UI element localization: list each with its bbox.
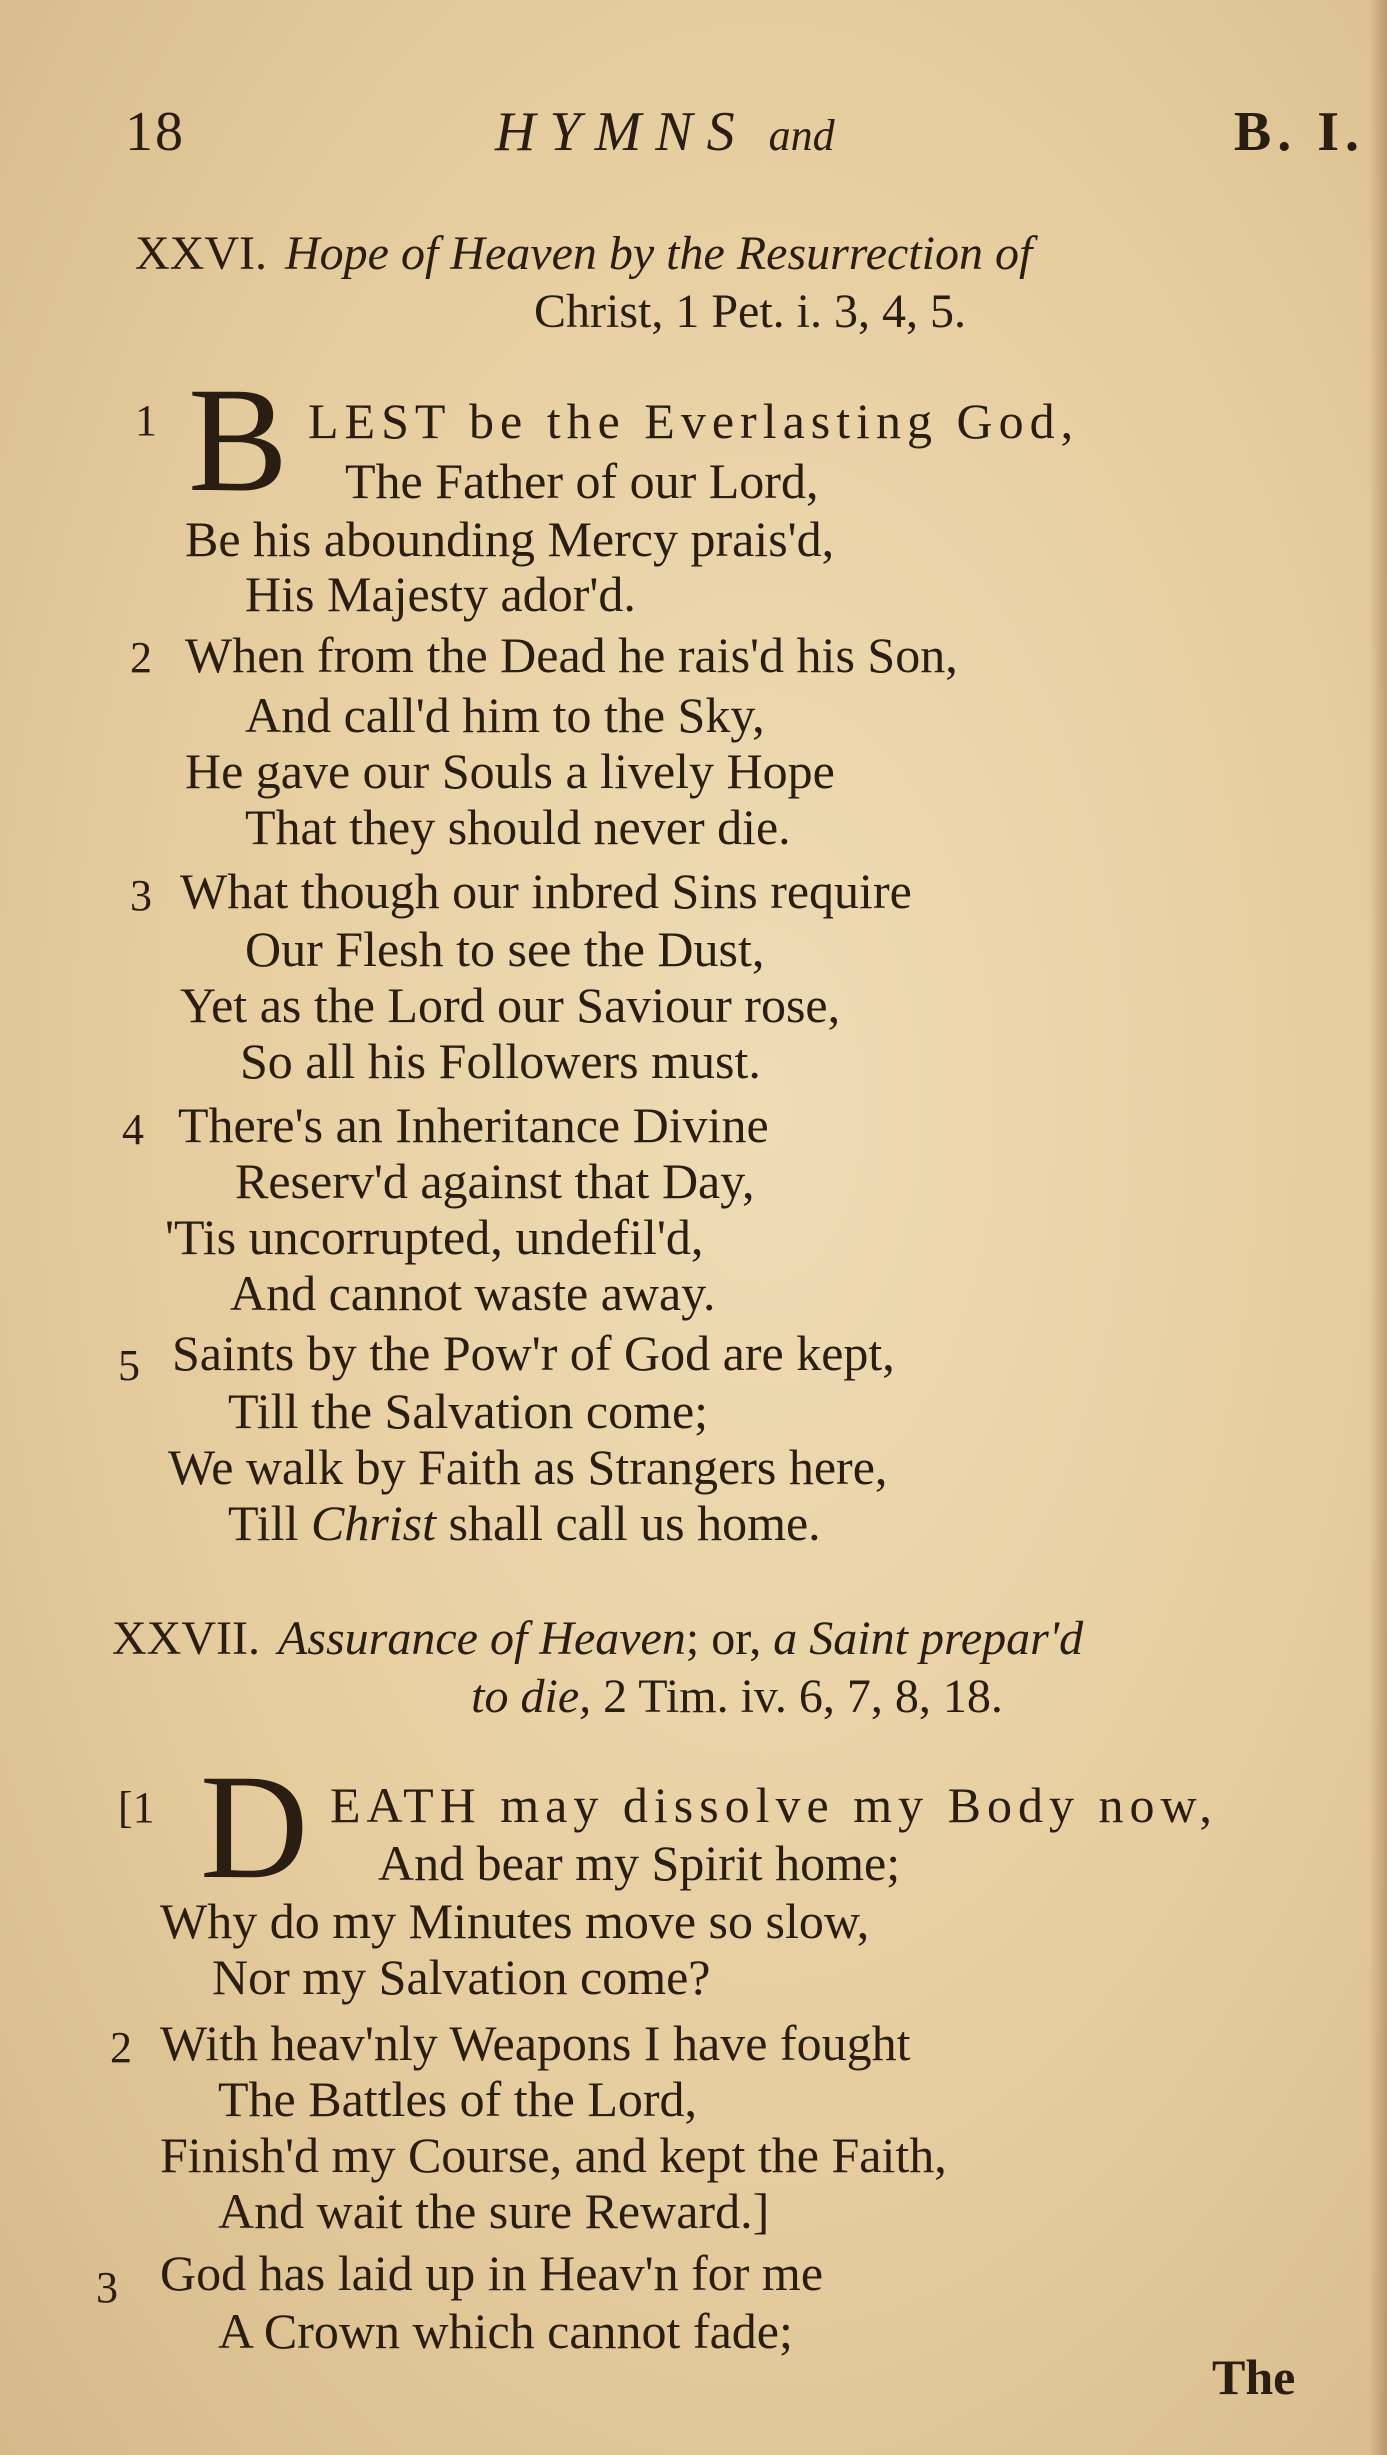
- hymn-title-cont-ref: 2 Tim. iv. 6, 7, 8, 18.: [603, 1670, 1003, 1723]
- stanza-number: 3: [96, 2263, 118, 2312]
- verse-line: What though our inbred Sins require: [180, 863, 912, 919]
- verse-word-italic: Christ: [310, 1495, 437, 1551]
- hymn-title: [135, 225, 1365, 341]
- drop-cap: D: [200, 1744, 309, 1910]
- stanza-number: 2: [110, 2023, 132, 2072]
- hymn-title-italic: Hope of Heaven by the Resurrection of: [284, 227, 1033, 280]
- hymn-title: [112, 1610, 1362, 1726]
- verse-line: So all his Followers must.: [240, 1033, 761, 1089]
- stanza-number: 4: [122, 1105, 144, 1154]
- verse-line: And call'd him to the Sky,: [245, 687, 765, 743]
- hymn-number: XXVI.: [135, 227, 267, 280]
- hymn-title-italic: a Saint prepar'd: [773, 1612, 1084, 1665]
- hymn-title-italic: Assurance of Heaven: [277, 1612, 686, 1665]
- stanza-number: [1: [118, 1783, 155, 1832]
- page-edge-shadow: [1369, 0, 1387, 2455]
- verse-line: We walk by Faith as Strangers here,: [168, 1439, 888, 1495]
- stanza-number: 5: [118, 1341, 140, 1390]
- verse-line: Yet as the Lord our Saviour rose,: [180, 977, 841, 1033]
- verse-line: And wait the sure Reward.]: [218, 2183, 770, 2239]
- running-title: [495, 100, 835, 164]
- verse-line: And cannot waste away.: [230, 1265, 716, 1321]
- verse-line: Nor my Salvation come?: [212, 1949, 711, 2005]
- verse-line: And bear my Spirit home;: [378, 1835, 901, 1891]
- verse-line: Our Flesh to see the Dust,: [245, 921, 765, 977]
- verse-line: EATH may dissolve my Body now,: [330, 1777, 1218, 1833]
- verse-line: God has laid up in Heav'n for me: [160, 2245, 824, 2301]
- verse-line: Why do my Minutes move so slow,: [160, 1893, 870, 1949]
- verse-line: The Battles of the Lord,: [218, 2071, 698, 2127]
- page-number: 18: [125, 101, 185, 163]
- verse-line: The Father of our Lord,: [345, 453, 819, 509]
- verse-word: shall call us home.: [436, 1495, 821, 1551]
- verse-line: Be his abounding Mercy prais'd,: [185, 511, 835, 567]
- verse-line: A Crown which cannot fade;: [218, 2303, 793, 2359]
- hymn-title-mid: ; or,: [685, 1612, 762, 1665]
- hymn-title-cont-italic: to die,: [471, 1670, 592, 1723]
- verse-line: 'Tis uncorrupted, undefil'd,: [165, 1209, 704, 1265]
- catchword: The: [1212, 2349, 1296, 2405]
- verse-line: [228, 1494, 821, 1552]
- stanza-number: 2: [130, 633, 152, 682]
- drop-cap: B: [188, 357, 289, 523]
- running-header: [125, 100, 1365, 170]
- verse-line: LEST be the Everlasting God,: [308, 393, 1080, 449]
- verse-line: Saints by the Pow'r of God are kept,: [172, 1325, 895, 1381]
- verse-line: With heav'nly Weapons I have fought: [160, 2015, 911, 2071]
- verse-line: There's an Inheritance Divine: [178, 1097, 769, 1153]
- hymn-number: XXVII.: [112, 1612, 260, 1665]
- verse-line: Finish'd my Course, and kept the Faith,: [160, 2127, 947, 2183]
- verse-line: When from the Dead he rais'd his Son,: [185, 627, 958, 683]
- running-title-word: HYMNS: [495, 101, 749, 163]
- verse-line: His Majesty ador'd.: [245, 566, 636, 622]
- verse-line: He gave our Souls a lively Hope: [185, 743, 835, 799]
- stanza-number: 3: [130, 871, 152, 920]
- hymn-title-continued: [112, 1668, 1362, 1726]
- verse-word: Till: [228, 1495, 311, 1551]
- stanza-number: 1: [135, 396, 157, 445]
- verse-line: Reserv'd against that Day,: [235, 1153, 755, 1209]
- verse-line: Till the Salvation come;: [228, 1383, 709, 1439]
- book-reference: B. I.: [1233, 101, 1365, 163]
- verse-line: That they should never die.: [245, 799, 791, 855]
- hymn-title-continued: Christ, 1 Pet. i. 3, 4, 5.: [533, 285, 967, 338]
- running-title-and: and: [768, 111, 835, 160]
